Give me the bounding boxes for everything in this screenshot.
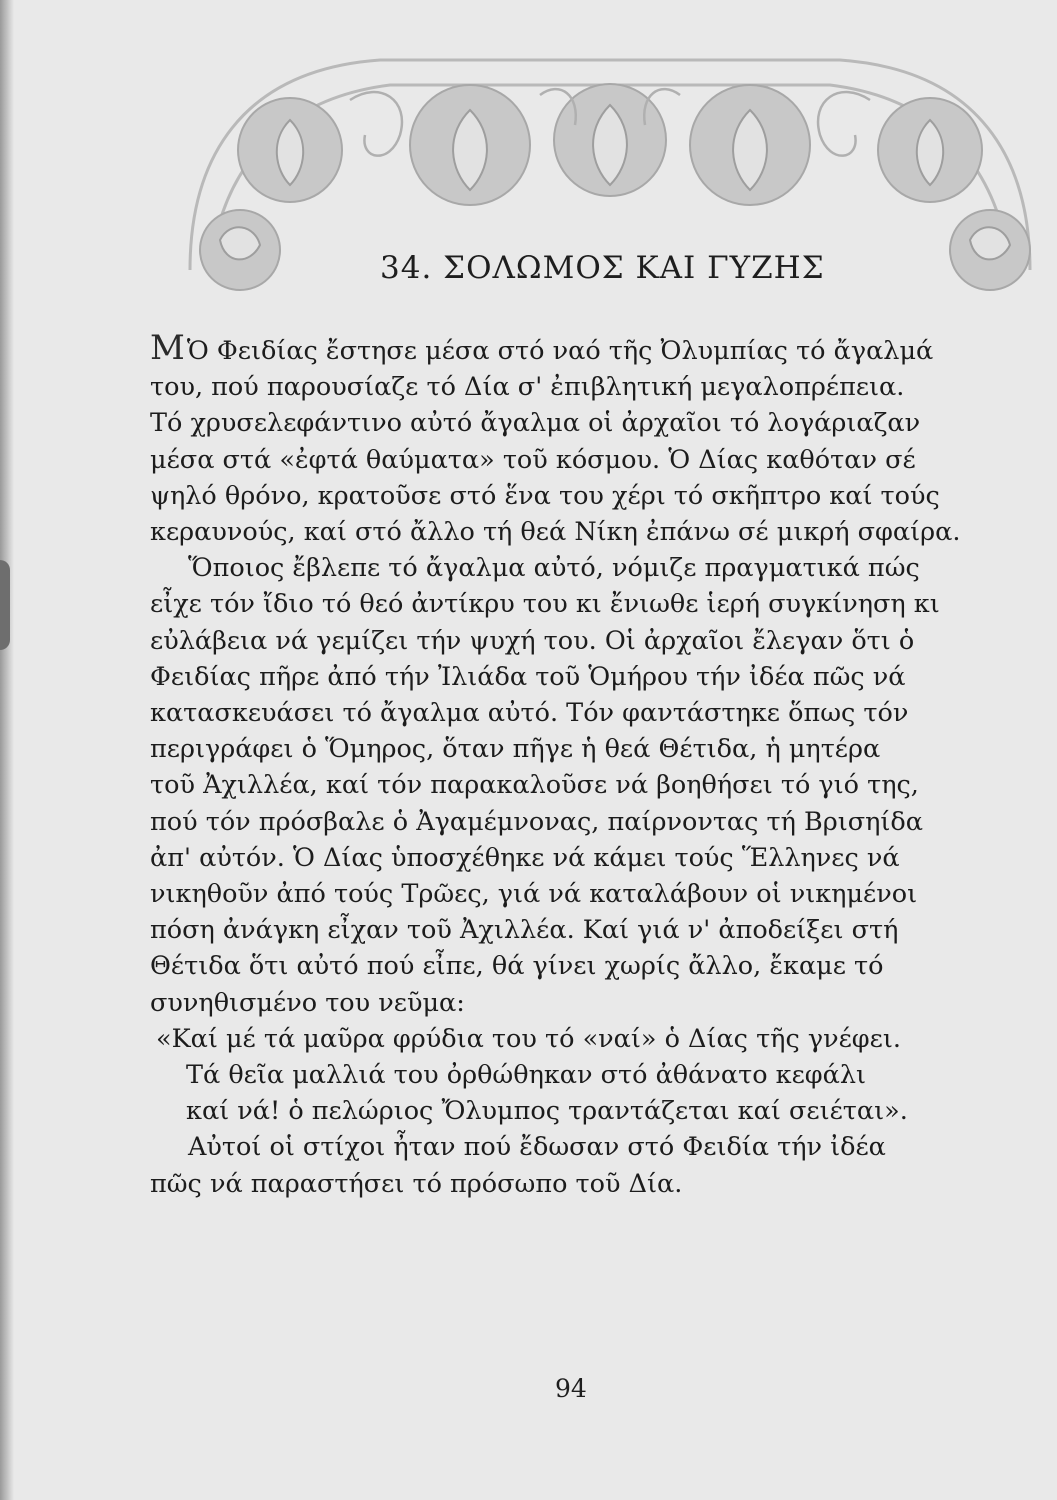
text-line: πόση ἀνάγκη εἶχαν τοῦ Ἀχιλλέα. Καί γιά ν' ἀποδείξει στή (150, 915, 899, 946)
text-line: νικηθοῦν ἀπό τούς Τρῶες, γιά νά καταλάβουν οἱ νικημένοι (150, 879, 918, 910)
text-line: ψηλό θρόνο, κρατοῦσε στό ἕνα του χέρι τό σκῆπτρο καί τούς (150, 480, 940, 511)
text-line: ΜὉ Φειδίας ἔστησε μέσα στό ναό τῆς Ὀλυμπίας τό ἄγαλμά (150, 328, 934, 368)
page-number: 94 (555, 1374, 587, 1403)
text-line: ἀπ' αὐτόν. Ὁ Δίας ὑποσχέθηκε νά κάμει τούς Ἕλληνες νά (150, 842, 900, 873)
text-line: Ὅποιος ἔβλεπε τό ἄγαλμα αὐτό, νόμιζε πραγματικά πώς (188, 553, 920, 584)
text-line: του, πού παρουσίαζε τό Δία σ' ἐπιβλητική μεγαλοπρέπεια. (150, 372, 905, 403)
verse-line: «Καί μέ τά μαῦρα φρύδια του τό «ναί» ὁ Δίας τῆς γνέφει. (156, 1023, 901, 1054)
text-line: κεραυνούς, καί στό ἄλλο τή θεά Νίκη ἐπάνω σέ μικρή σφαίρα. (150, 517, 961, 548)
text-line: πού τόν πρόσβαλε ὁ Ἀγαμέμνονας, παίρνοντας τή Βρισηίδα (150, 806, 924, 837)
text-line: κατασκευάσει τό ἄγαλμα αὐτό. Τόν φαντάστηκε ὅπως τόν (150, 698, 909, 729)
text-line: τοῦ Ἀχιλλέα, καί τόν παρακαλοῦσε νά βοηθήσει τό γιό της, (150, 770, 919, 801)
verse-line: Τά θεῖα μαλλιά του ὀρθώθηκαν στό ἀθάνατο κεφάλι (186, 1060, 867, 1091)
text-line: μέσα στά «ἐφτά θαύματα» τοῦ κόσμου. Ὁ Δίας καθόταν σέ (150, 444, 916, 475)
text-line: Θέτιδα ὅτι αὐτό πού εἶπε, θά γίνει χωρίς ἄλλο, ἔκαμε τό (150, 951, 884, 982)
verse-line: καί νά! ὁ πελώριος Ὄλυμπος τραντάζεται καί σειέται». (186, 1096, 908, 1127)
page-gutter-shadow (0, 0, 14, 1500)
handwritten-initial-mark: Μ (150, 328, 185, 368)
text-line: πῶς νά παραστήσει τό πρόσωπο τοῦ Δία. (150, 1168, 683, 1199)
text-line: συνηθισμένο του νεῦμα: (150, 987, 465, 1018)
chapter-title: 34. ΣΟΛΩΜΟΣ ΚΑΙ ΓΥΖΗΣ (380, 250, 825, 286)
text-line: εἶχε τόν ἴδιο τό θεό ἀντίκρυ του κι ἔνιωθε ἱερή συγκίνηση κι (150, 589, 940, 620)
page-edge-mark (0, 560, 10, 650)
body-text (150, 330, 1030, 1202)
text-line: Αὐτοί οἱ στίχοι ἦταν πού ἔδωσαν στό Φειδία τήν ἰδέα (188, 1132, 886, 1163)
text-line: Φειδίας πῆρε ἀπό τήν Ἰλιάδα τοῦ Ὁμήρου τήν ἰδέα πῶς νά (150, 661, 906, 692)
text-line: εὐλάβεια νά γεμίζει τήν ψυχή του. Οἱ ἀρχαῖοι ἔλεγαν ὅτι ὁ (150, 625, 915, 656)
text-line: περιγράφει ὁ Ὅμηρος, ὅταν πῆγε ἡ θεά Θέτιδα, ἡ μητέρα (150, 734, 881, 765)
text-line: Τό χρυσελεφάντινο αὐτό ἄγαλμα οἱ ἀρχαῖοι τό λογάριαζαν (150, 408, 921, 439)
